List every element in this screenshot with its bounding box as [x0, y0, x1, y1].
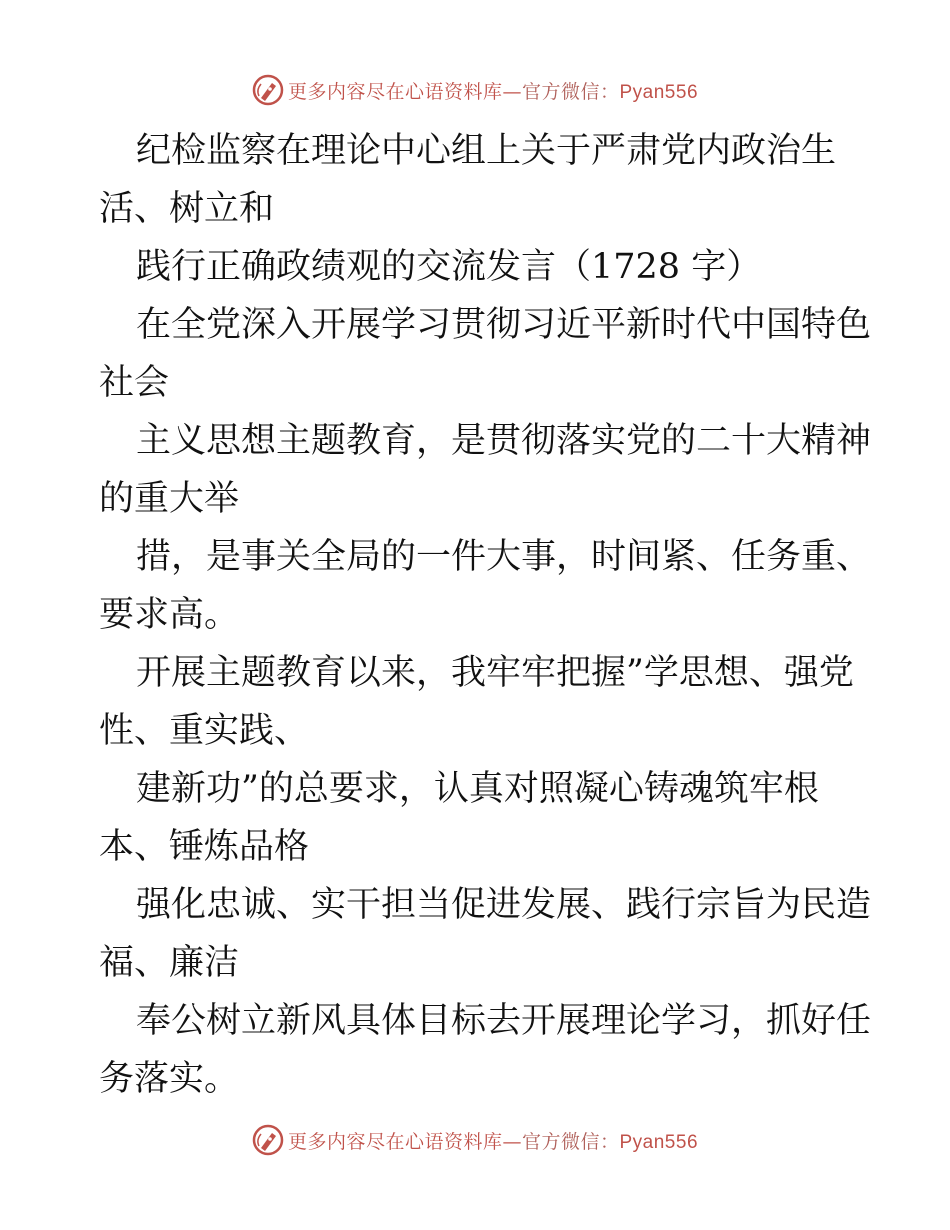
- footer-wechat-label: 官方微信：: [521, 1130, 620, 1153]
- text-line: 务落实。: [99, 1059, 240, 1099]
- pen-nib-logo-icon: [252, 1124, 284, 1156]
- text-line: 强化忠诚、实干担当促进发展、践行宗旨为民造: [136, 885, 872, 925]
- pen-nib-logo-icon: [252, 74, 284, 106]
- text-line: 建新功”的总要求，认真对照凝心铸魂筑牢根: [136, 769, 819, 809]
- text-line: 开展主题教育以来，我牢牢把握”学思想、强党: [136, 653, 854, 693]
- header-account: Pyan556: [619, 81, 699, 103]
- text-line: 活、树立和: [99, 189, 275, 229]
- text-line: 践行正确政绩观的交流发言（1728 字）: [136, 247, 762, 287]
- text-line: 性、重实践、: [99, 711, 310, 751]
- document-body: [99, 122, 872, 1108]
- text-line: 社会: [99, 363, 170, 403]
- text-line: 纪检监察在理论中心组上关于严肃党内政治生: [136, 131, 837, 171]
- header-wechat-label: 官方微信：: [521, 80, 620, 103]
- header-watermark-banner: [0, 70, 950, 110]
- footer-separator: —: [502, 1130, 522, 1153]
- footer-banner-text: [288, 1127, 698, 1154]
- text-line: 本、锤炼品格: [99, 827, 310, 867]
- text-line: 福、廉洁: [99, 943, 240, 983]
- footer-watermark-banner: [0, 1120, 950, 1160]
- text-line: 的重大举: [99, 479, 240, 519]
- header-site-text: 更多内容尽在心语资料库: [287, 80, 503, 103]
- text-line: 措，是事关全局的一件大事，时间紧、任务重、: [136, 537, 872, 577]
- footer-site-text: 更多内容尽在心语资料库: [287, 1130, 503, 1153]
- footer-account: Pyan556: [619, 1131, 699, 1153]
- text-line: 奉公树立新风具体目标去开展理论学习，抓好任: [136, 1001, 872, 1041]
- text-line: 主义思想主题教育，是贯彻落实党的二十大精神: [136, 421, 872, 461]
- header-banner-text: [288, 77, 698, 104]
- text-line: 要求高。: [99, 595, 240, 635]
- text-line: 在全党深入开展学习贯彻习近平新时代中国特色: [136, 305, 872, 345]
- header-separator: —: [502, 80, 522, 103]
